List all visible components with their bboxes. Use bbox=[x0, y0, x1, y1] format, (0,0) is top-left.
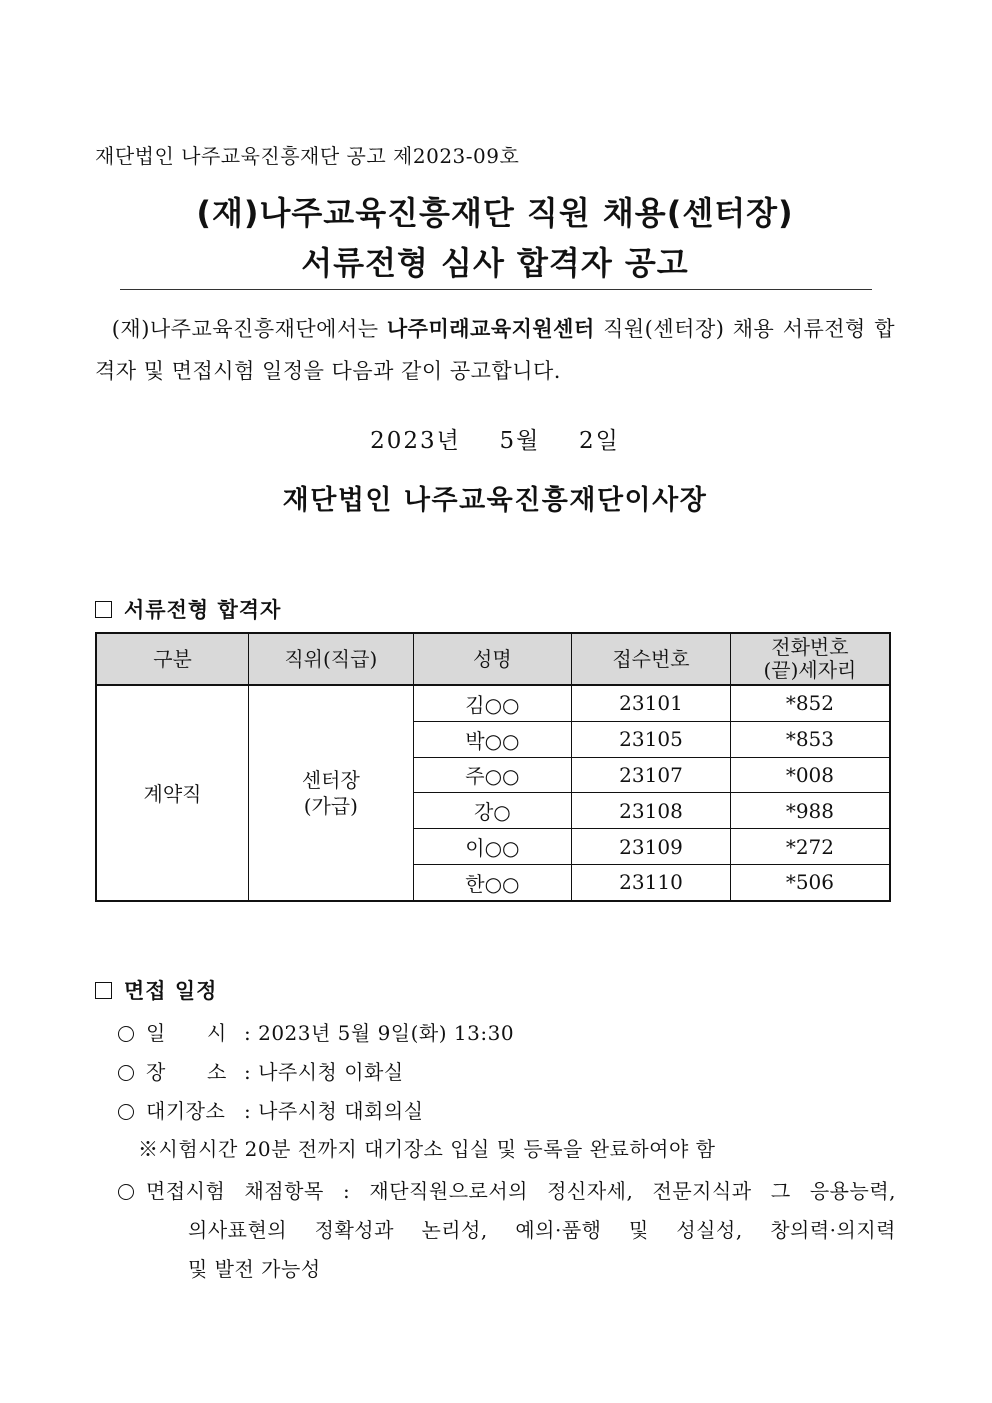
title-line-2: 서류전형 심사 합격자 공고 bbox=[301, 244, 689, 282]
datetime-value: : 2023년 5월 9일(화) 13:30 bbox=[244, 1021, 515, 1045]
criteria-line bbox=[118, 1172, 896, 1211]
circle-bullet-icon bbox=[118, 1184, 134, 1200]
criteria-line: 및 발전 가능성 bbox=[188, 1257, 321, 1281]
arrival-note: ※시험시간 20분 전까지 대기장소 입실 및 등록을 완료하여야 함 bbox=[138, 1137, 716, 1161]
receipt-cell: 23105 bbox=[572, 721, 731, 757]
name-cell: 박○○ bbox=[413, 721, 572, 757]
receipt-cell: 23108 bbox=[572, 793, 731, 829]
name-cell: 한○○ bbox=[413, 864, 572, 900]
place-value: : 나주시청 이화실 bbox=[244, 1060, 404, 1084]
results-table bbox=[95, 632, 891, 902]
table-header-row bbox=[96, 633, 890, 685]
receipt-cell: 23110 bbox=[572, 864, 731, 900]
title-divider bbox=[120, 289, 872, 290]
receipt-cell: 23107 bbox=[572, 757, 731, 793]
waiting-value: : 나주시청 대회의실 bbox=[244, 1099, 424, 1123]
phone-cell: *852 bbox=[730, 685, 890, 721]
phone-cell: *008 bbox=[730, 757, 890, 793]
title-line-1: (재)나주교육진흥재단 직원 채용(센터장) bbox=[196, 194, 794, 232]
circle-bullet-icon bbox=[118, 1104, 134, 1120]
waiting-label: 대기장소 bbox=[146, 1099, 226, 1123]
section-heading-interview bbox=[95, 975, 217, 1005]
section-title: 면접 일정 bbox=[124, 978, 218, 1003]
datetime-label: 일 시 bbox=[146, 1021, 227, 1045]
name-cell: 이○○ bbox=[413, 829, 572, 865]
category-cell: 계약직 bbox=[96, 685, 249, 901]
place-label: 장 소 bbox=[146, 1060, 227, 1084]
issuer: 재단법인 나주교육진흥재단이사장 bbox=[282, 485, 708, 516]
intro-center-name: 나주미래교육지원센터 bbox=[386, 316, 595, 341]
position-cell bbox=[249, 685, 414, 901]
phone-cell: *988 bbox=[730, 793, 890, 829]
column-header: 직위(직급) bbox=[249, 633, 414, 685]
section-heading-results bbox=[95, 594, 281, 624]
table-row bbox=[96, 685, 890, 721]
scoring-criteria bbox=[118, 1172, 896, 1289]
schedule-place bbox=[118, 1056, 404, 1085]
circle-bullet-icon bbox=[118, 1026, 134, 1042]
phone-cell: *853 bbox=[730, 721, 890, 757]
phone-cell: *272 bbox=[730, 829, 890, 865]
criteria-line: 의사표현의 정확성과 논리성, 예의·품행 및 성실성, 창의력·의지력 bbox=[188, 1218, 896, 1242]
column-header: 구분 bbox=[96, 633, 249, 685]
intro-paragraph bbox=[95, 308, 895, 392]
section-title: 서류전형 합격자 bbox=[124, 597, 282, 622]
schedule-datetime bbox=[118, 1017, 514, 1046]
square-bullet-icon bbox=[95, 601, 112, 618]
intro-suffix: 직원(센터장) 채용 서류전형 합격자 및 면접시험 일정을 다음과 같이 공고합니다. bbox=[95, 317, 895, 383]
position-title: 센터장 bbox=[301, 767, 360, 792]
receipt-cell: 23109 bbox=[572, 829, 731, 865]
name-cell: 강○ bbox=[413, 793, 572, 829]
notice-number: 재단법인 나주교육진흥재단 공고 제2023-09호 bbox=[95, 144, 520, 168]
column-header: 전화번호 (끝)세자리 bbox=[730, 633, 890, 685]
schedule-waiting-room bbox=[118, 1095, 424, 1124]
phone-cell: *506 bbox=[730, 864, 890, 900]
receipt-cell: 23101 bbox=[572, 685, 731, 721]
criteria-text: 면접시험 채점항목 : 재단직원으로서의 정신자세, 전문지식과 그 응용능력, bbox=[146, 1179, 896, 1203]
name-cell: 김○○ bbox=[413, 685, 572, 721]
square-bullet-icon bbox=[95, 982, 112, 999]
notice-date: 2023년 5월 2일 bbox=[370, 428, 620, 454]
position-grade: (가급) bbox=[303, 793, 358, 818]
column-header: 접수번호 bbox=[572, 633, 731, 685]
circle-bullet-icon bbox=[118, 1065, 134, 1081]
column-header: 성명 bbox=[413, 633, 572, 685]
intro-prefix: (재)나주교육진흥재단에서는 bbox=[111, 317, 387, 341]
name-cell: 주○○ bbox=[413, 757, 572, 793]
